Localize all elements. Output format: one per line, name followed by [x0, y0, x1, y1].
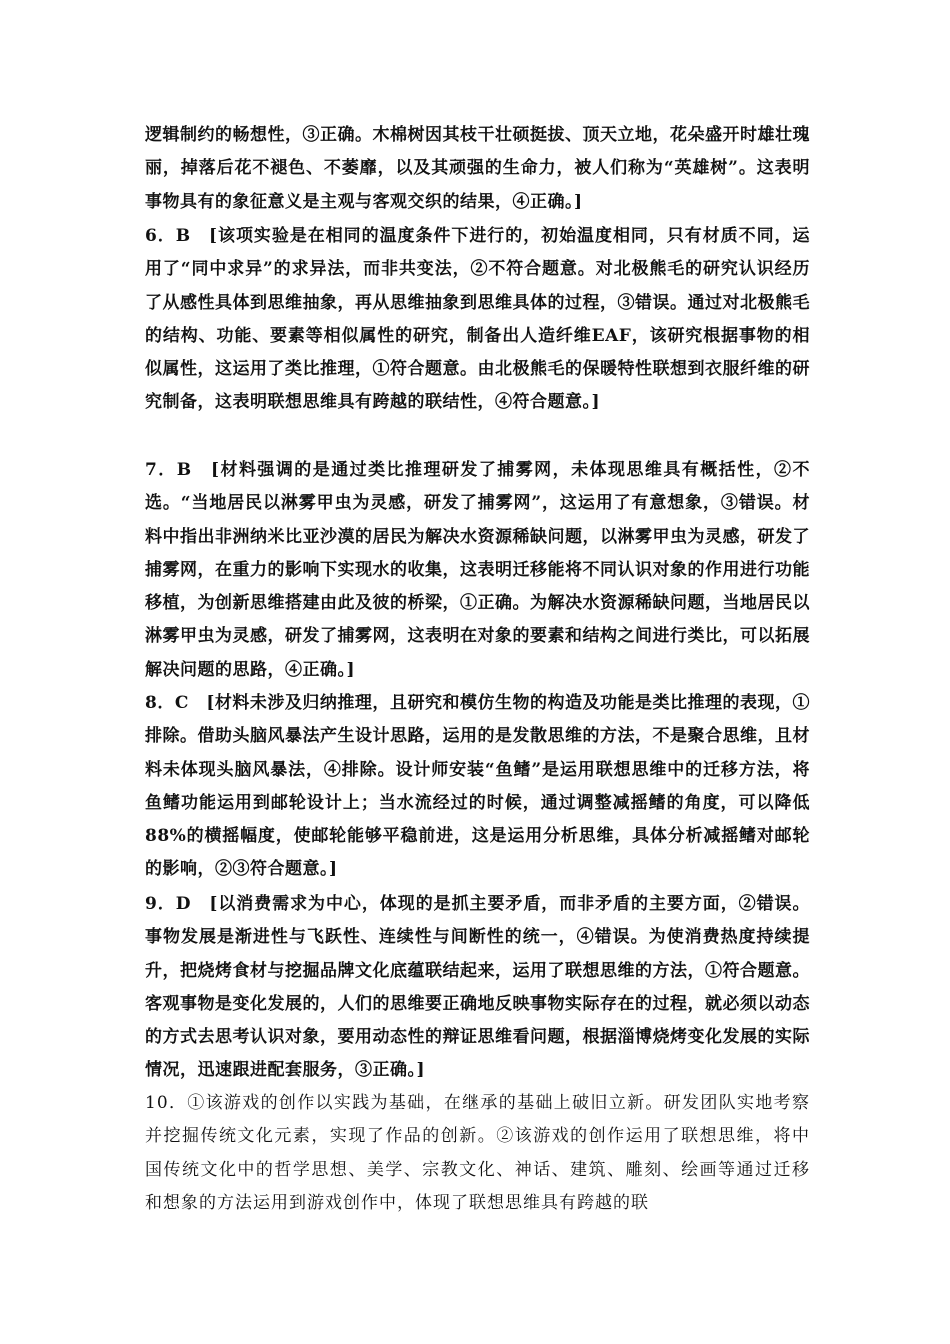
answer-7: 7．B [材料强调的是通过类比推理研发了捕雾网，未体现思维具有概括性，②不选。“当地居民以淋雾甲虫为灵感，研发了捕雾网”，这运用了有意想象，③错误。材料中指出非洲纳米比亚沙漠的居民为解决水资源稀缺问题，以淋雾甲虫为灵感，研发了捕雾网，在重力的影响下实现水的收集，这表明迁移能将不同认识对象的作用进行功能移植，为创新思维搭建由此及彼的桥梁，①正确。为解决水资源稀缺问题，当地居民以淋雾甲虫为灵感，研发了捕雾网，这表明在对象的要素和结构之间进行类比，可以拓展解决问题的思路，④正确。]	[145, 460, 810, 680]
answer-10: 10．①该游戏的创作以实践为基础，在继承的基础上破旧立新。研发团队实地考察并挖掘传统文化元素，实现了作品的创新。②该游戏的创作运用了联想思维，将中国传统文化中的哲学思想、美学、宗教文化、神话、建筑、雕刻、绘画等通过迁移和想象的方法运用到游戏创作中，体现了联想思维具有跨越的联	[145, 1093, 810, 1213]
answer-5-continuation: 逻辑制约的畅想性，③正确。木棉树因其枝干壮硕挺拔、顶天立地，花朵盛开时雄壮瑰丽，掉落后花不褪色、不萎靡，以及其顽强的生命力，被人们称为“英雄树”。这表明事物具有的象征意义是主观与客观交织的结果，④正确。]	[145, 125, 810, 212]
answer-6: 6．B [该项实验是在相同的温度条件下进行的，初始温度相同，只有材质不同，运用了“同中求异”的求异法，而非共变法，②不符合题意。对北极熊毛的研究认识经历了从感性具体到思维抽象，再从思维抽象到思维具体的过程，③错误。通过对北极熊毛的结构、功能、要素等相似属性的研究，制备出人造纤维EAF，该研究根据事物的相似属性，这运用了类比推理，①符合题意。由北极熊毛的保暖特性联想到衣服纤维的研究制备，这表明联想思维具有跨越的联结性，④符合题意。]	[145, 226, 810, 413]
answer-8: 8．C [材料未涉及归纳推理，且研究和模仿生物的构造及功能是类比推理的表现，①排除。借助头脑风暴法产生设计思路，运用的是发散思维的方法，不是聚合思维，且材料未体现头脑风暴法，④排除。设计师安装“鱼鳍”是运用联想思维中的迁移方法，将鱼鳍功能运用到邮轮设计上；当水流经过的时候，通过调整减摇鳍的角度，可以降低88%的横摇幅度，使邮轮能够平稳前进，这是运用分析思维，具体分析减摇鳍对邮轮的影响，②③符合题意。]	[145, 693, 810, 880]
answer-9: 9．D [以消费需求为中心，体现的是抓主要矛盾，而非矛盾的主要方面，②错误。事物发展是渐进性与飞跃性、连续性与间断性的统一，④错误。为使消费热度持续提升，把烧烤食材与挖掘品牌文化底蕴联结起来，运用了联想思维的方法，①符合题意。客观事物是变化发展的，人们的思维要正确地反映事物实际存在的过程，就必须以动态的方式去思考认识对象，要用动态性的辩证思维看问题，根据淄博烧烤变化发展的实际情况，迅速跟进配套服务，③正确。]	[145, 894, 810, 1081]
